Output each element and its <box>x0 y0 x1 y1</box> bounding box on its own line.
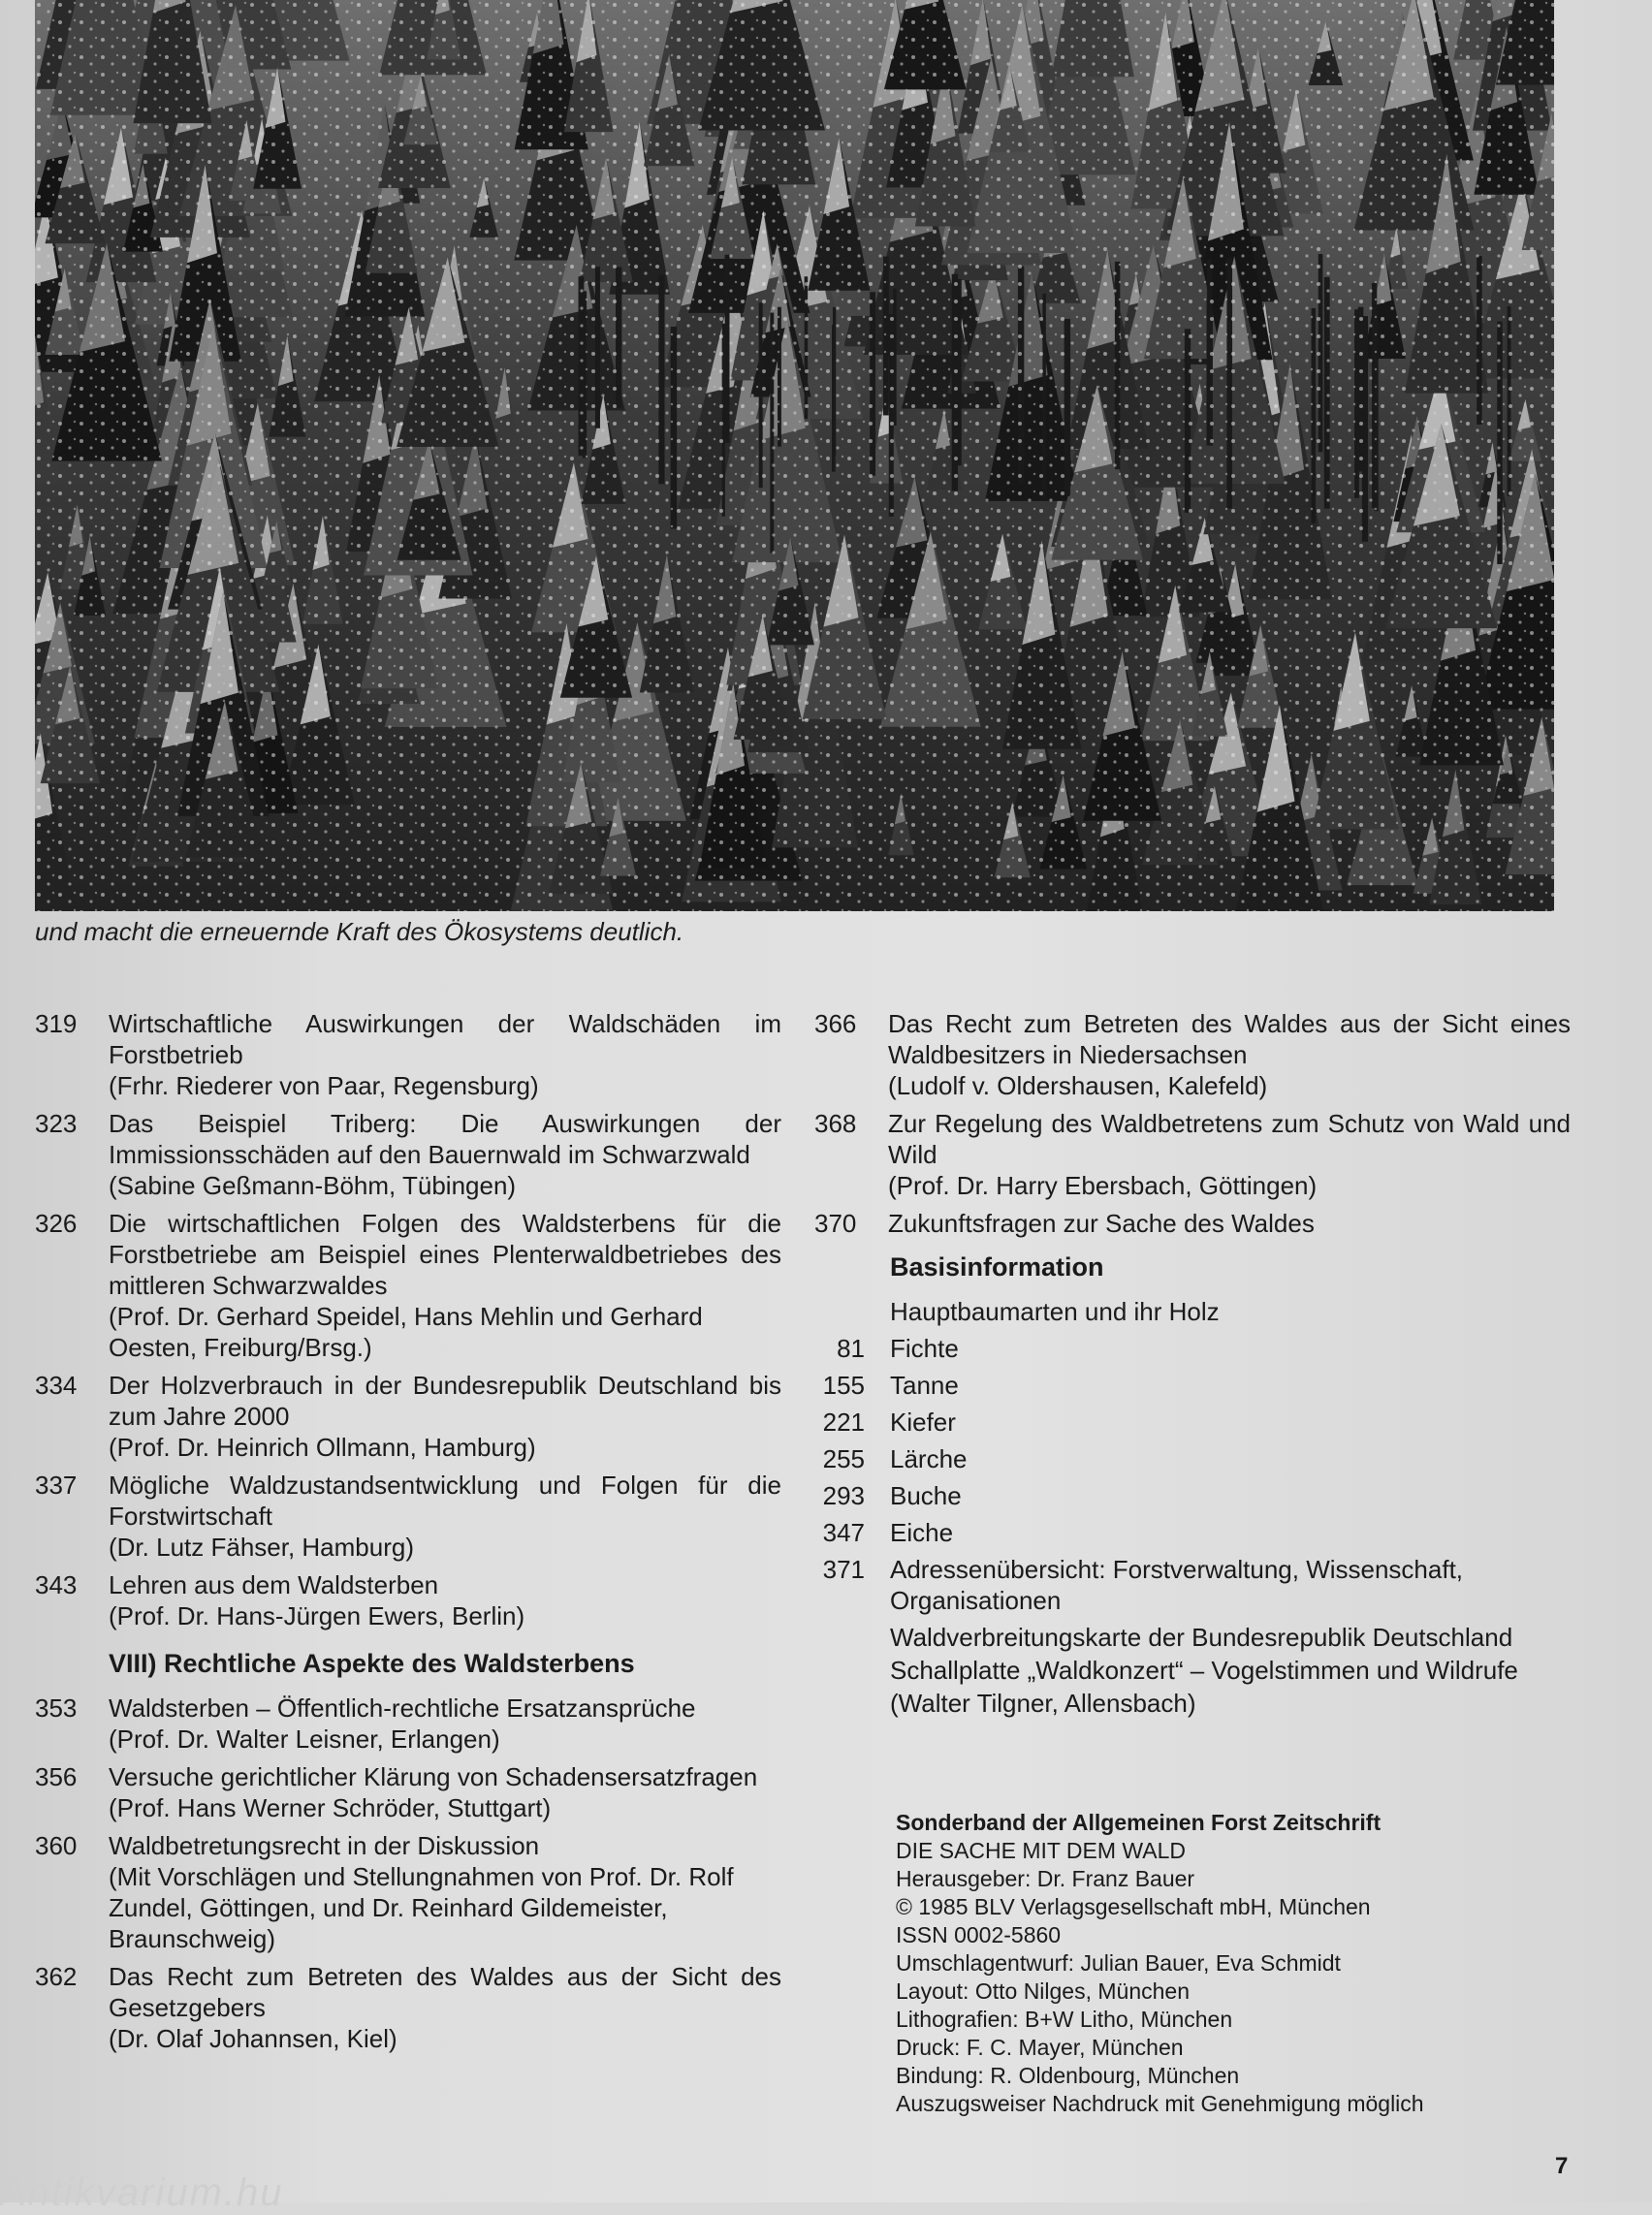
basis-item-text: Adressenübersicht: Forstverwaltung, Wissenschaft, Organisationen <box>890 1554 1571 1616</box>
toc-author: (Sabine Geßmann-Böhm, Tübingen) <box>109 1170 781 1201</box>
toc-section-list <box>35 1693 781 2054</box>
toc-author: (Ludolf v. Oldershausen, Kalefeld) <box>888 1070 1571 1101</box>
basis-item <box>814 1333 1571 1364</box>
toc-title: Zur Regelung des Waldbetretens zum Schutz von Wald und Wild <box>888 1108 1571 1170</box>
toc-page-number: 360 <box>35 1830 109 1954</box>
basis-page-number: 347 <box>814 1517 865 1548</box>
toc-page-number: 362 <box>35 1961 109 2054</box>
basis-item <box>814 1407 1571 1438</box>
toc-page-number: 370 <box>814 1208 888 1239</box>
basis-item-text: Buche <box>890 1480 1571 1511</box>
basis-extra-line: Waldverbreitungskarte der Bundesrepublik Deutschland <box>814 1622 1571 1653</box>
imprint-line: DIE SACHE MIT DEM WALD <box>896 1837 1555 1865</box>
toc-left-list <box>35 1008 781 1631</box>
photo-caption: und macht die erneuernde Kraft des Ökosystems deutlich. <box>35 917 683 947</box>
imprint-line: Auszugsweiser Nachdruck mit Genehmigung möglich <box>896 2090 1555 2118</box>
toc-author: (Dr. Olaf Johannsen, Kiel) <box>109 2023 781 2054</box>
basis-page-number: 293 <box>814 1480 865 1511</box>
imprint-heading: Sonderband der Allgemeinen Forst Zeitschrift <box>896 1809 1555 1837</box>
basis-list <box>814 1333 1571 1616</box>
toc-right-column <box>814 1008 1571 1721</box>
imprint-line: Umschlagentwurf: Julian Bauer, Eva Schmidt <box>896 1949 1555 1978</box>
section-heading: VIII) Rechtliche Aspekte des Waldsterbens <box>109 1649 781 1679</box>
toc-entry <box>814 1108 1571 1201</box>
toc-entry <box>35 1108 781 1201</box>
toc-title: Das Beispiel Triberg: Die Auswirkungen der Immissionsschäden auf den Bauernwald im Schwarzwald <box>109 1108 781 1170</box>
toc-title: Versuche gerichtlicher Klärung von Schadensersatzfragen <box>109 1761 781 1792</box>
toc-left-column <box>35 1008 781 2061</box>
toc-entry <box>814 1008 1571 1101</box>
toc-author: (Mit Vorschlägen und Stellungnahmen von Prof. Dr. Rolf Zundel, Göttingen, und Dr. Reinhard Gildemeister, Braunschweig) <box>109 1861 781 1954</box>
imprint-block <box>896 1809 1555 2118</box>
imprint-lines <box>896 1837 1555 2118</box>
basis-page-number: 81 <box>814 1333 865 1364</box>
basis-extra-line: Schallplatte „Waldkonzert“ – Vogelstimmen und Wildrufe <box>814 1655 1571 1686</box>
toc-right-list <box>814 1008 1571 1239</box>
basis-item <box>814 1370 1571 1401</box>
toc-page-number: 343 <box>35 1569 109 1631</box>
basis-page-number: 371 <box>814 1554 865 1616</box>
toc-author: (Prof. Hans Werner Schröder, Stuttgart) <box>109 1792 781 1823</box>
toc-title: Der Holzverbrauch in der Bundesrepublik Deutschland bis zum Jahre 2000 <box>109 1370 781 1432</box>
imprint-line: Bindung: R. Oldenbourg, München <box>896 2062 1555 2090</box>
toc-entry <box>35 1470 781 1563</box>
toc-title: Zukunftsfragen zur Sache des Waldes <box>888 1208 1571 1239</box>
basis-item-text: Eiche <box>890 1517 1571 1548</box>
basis-heading: Basisinformation <box>890 1252 1571 1282</box>
toc-title: Wirtschaftliche Auswirkungen der Waldschäden im Forstbetrieb <box>109 1008 781 1070</box>
toc-title: Das Recht zum Betreten des Waldes aus der Sicht des Gesetzgebers <box>109 1961 781 2023</box>
basis-item-text: Lärche <box>890 1443 1571 1474</box>
toc-page-number: 319 <box>35 1008 109 1101</box>
toc-entry <box>35 1693 781 1755</box>
toc-title: Waldbetretungsrecht in der Diskussion <box>109 1830 781 1861</box>
toc-title: Die wirtschaftlichen Folgen des Waldsterbens für die Forstbetriebe am Beispiel eines Plenterwaldbetriebes des mittleren Schwarzwaldes <box>109 1208 781 1301</box>
page-number: 7 <box>1555 2153 1568 2180</box>
imprint-line: Lithografien: B+W Litho, München <box>896 2006 1555 2034</box>
toc-page-number: 326 <box>35 1208 109 1363</box>
basis-item <box>814 1517 1571 1548</box>
basis-item <box>814 1554 1571 1616</box>
imprint-line: © 1985 BLV Verlagsgesellschaft mbH, München <box>896 1893 1555 1921</box>
toc-entry <box>35 1830 781 1954</box>
toc-page-number: 353 <box>35 1693 109 1755</box>
toc-author: (Prof. Dr. Hans-Jürgen Ewers, Berlin) <box>109 1600 781 1631</box>
basis-extra-list <box>814 1622 1571 1719</box>
toc-author: (Prof. Dr. Heinrich Ollmann, Hamburg) <box>109 1432 781 1463</box>
watermark: Antikvarium.hu <box>0 2171 284 2215</box>
imprint-line: Druck: F. C. Mayer, München <box>896 2034 1555 2062</box>
toc-entry <box>35 1370 781 1463</box>
toc-author: (Prof. Dr. Walter Leisner, Erlangen) <box>109 1724 781 1755</box>
toc-title: Mögliche Waldzustandsentwicklung und Folgen für die Forstwirtschaft <box>109 1470 781 1532</box>
basis-item-text: Fichte <box>890 1333 1571 1364</box>
toc-author: (Frhr. Riederer von Paar, Regensburg) <box>109 1070 781 1101</box>
toc-author: (Prof. Dr. Harry Ebersbach, Göttingen) <box>888 1170 1571 1201</box>
toc-entry <box>35 1008 781 1101</box>
basis-item-text: Kiefer <box>890 1407 1571 1438</box>
basis-page-number: 255 <box>814 1443 865 1474</box>
imprint-line: Layout: Otto Nilges, München <box>896 1978 1555 2006</box>
basis-item <box>814 1443 1571 1474</box>
toc-author: (Dr. Lutz Fähser, Hamburg) <box>109 1532 781 1563</box>
toc-entry <box>814 1208 1571 1239</box>
imprint-line: ISSN 0002-5860 <box>896 1921 1555 1949</box>
basis-item-text: Tanne <box>890 1370 1571 1401</box>
toc-entry <box>35 1569 781 1631</box>
basis-intro: Hauptbaumarten und ihr Holz <box>814 1296 1571 1327</box>
toc-title: Lehren aus dem Waldsterben <box>109 1569 781 1600</box>
toc-entry <box>35 1761 781 1823</box>
toc-title: Waldsterben – Öffentlich-rechtliche Ersatzansprüche <box>109 1693 781 1724</box>
imprint-line: Herausgeber: Dr. Franz Bauer <box>896 1865 1555 1893</box>
toc-page-number: 323 <box>35 1108 109 1201</box>
basis-page-number: 221 <box>814 1407 865 1438</box>
snowy-forest-image <box>35 0 1554 911</box>
toc-page-number: 366 <box>814 1008 888 1101</box>
toc-entry <box>35 1208 781 1363</box>
toc-page-number: 368 <box>814 1108 888 1201</box>
toc-page-number: 334 <box>35 1370 109 1463</box>
toc-author: (Prof. Dr. Gerhard Speidel, Hans Mehlin und Gerhard Oesten, Freiburg/Brsg.) <box>109 1301 781 1363</box>
basis-item <box>814 1480 1571 1511</box>
basis-extra-line: (Walter Tilgner, Allensbach) <box>814 1688 1571 1719</box>
toc-entry <box>35 1961 781 2054</box>
toc-page-number: 337 <box>35 1470 109 1563</box>
forest-photo <box>35 0 1554 911</box>
toc-page-number: 356 <box>35 1761 109 1823</box>
toc-title: Das Recht zum Betreten des Waldes aus der Sicht eines Waldbesitzers in Niedersachsen <box>888 1008 1571 1070</box>
basis-page-number: 155 <box>814 1370 865 1401</box>
